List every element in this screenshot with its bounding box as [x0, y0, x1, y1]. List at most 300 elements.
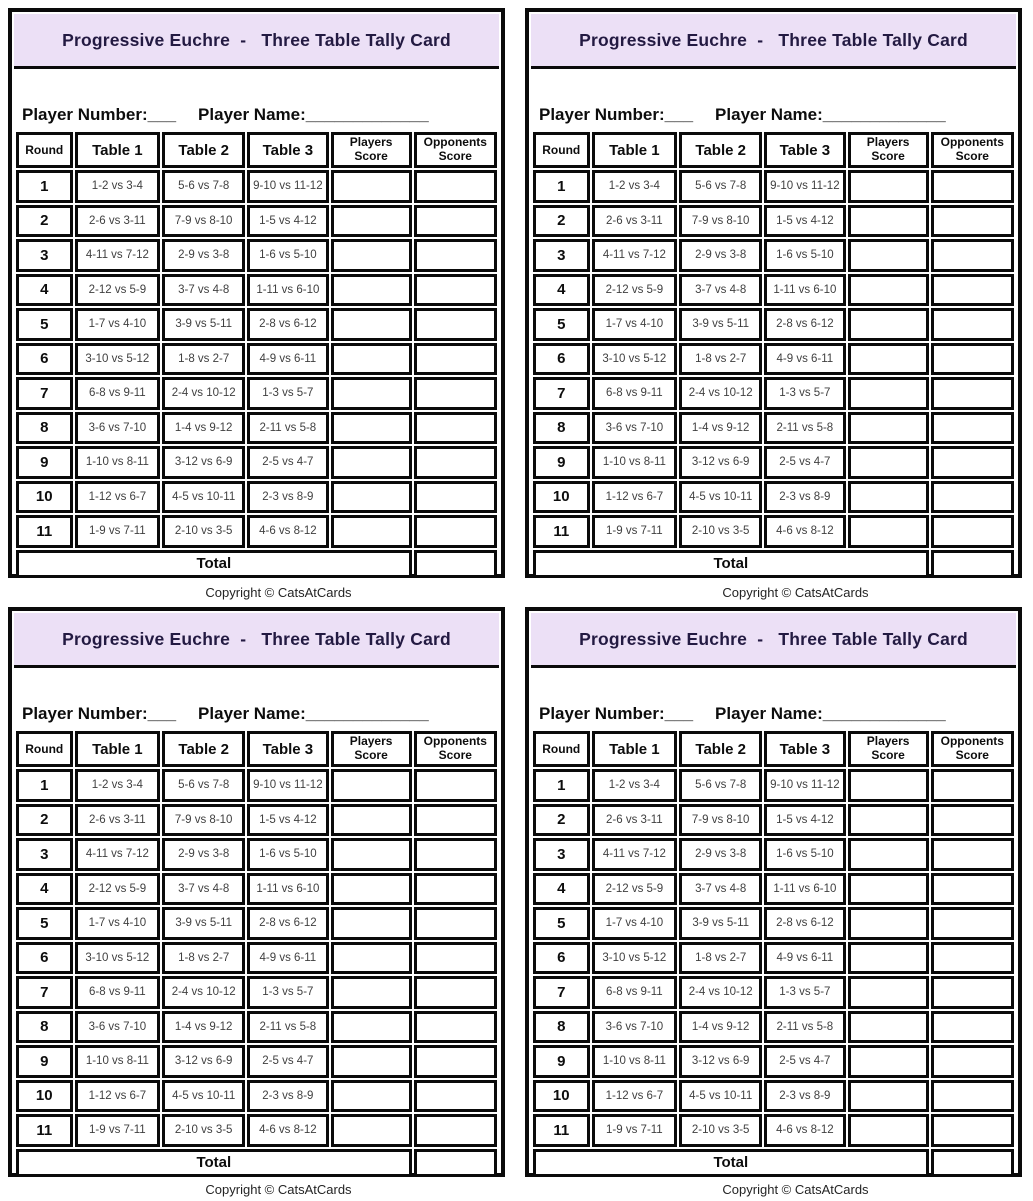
round-number-cell: 11 — [16, 515, 73, 548]
table3-matchup-cell: 1-3 vs 5-7 — [247, 377, 328, 410]
table2-matchup-cell: 3-12 vs 6-9 — [679, 446, 762, 479]
opponents-score-cell — [931, 838, 1014, 871]
round-number-cell: 9 — [533, 446, 590, 479]
round-row — [533, 1045, 1014, 1078]
table3-matchup-cell: 1-5 vs 4-12 — [247, 804, 328, 837]
round-row — [16, 873, 497, 906]
table3-matchup-cell: 1-3 vs 5-7 — [764, 976, 845, 1009]
table3-matchup-cell: 1-6 vs 5-10 — [247, 239, 328, 272]
table2-matchup-cell: 1-4 vs 9-12 — [679, 1011, 762, 1044]
players-score-line1: Players — [866, 734, 910, 749]
opponents-score-cell — [931, 1080, 1014, 1113]
column-header-players-score — [848, 731, 929, 767]
round-number-cell: 1 — [533, 769, 590, 802]
opponents-score-cell — [414, 446, 497, 479]
table1-matchup-cell: 1-9 vs 7-11 — [592, 515, 678, 548]
table1-matchup-cell: 1-2 vs 3-4 — [75, 170, 161, 203]
table3-matchup-cell: 9-10 vs 11-12 — [764, 769, 845, 802]
table2-matchup-cell: 2-9 vs 3-8 — [679, 239, 762, 272]
opponents-score-line2: Score — [955, 149, 989, 163]
players-score-cell — [848, 239, 929, 272]
opponents-score-cell — [931, 446, 1014, 479]
table2-matchup-cell: 3-12 vs 6-9 — [679, 1045, 762, 1078]
player-number-label: Player Number: — [22, 105, 148, 124]
players-score-cell — [848, 515, 929, 548]
table1-matchup-cell: 1-12 vs 6-7 — [592, 1080, 678, 1113]
opponents-score-cell — [931, 769, 1014, 802]
players-score-line2: Score — [354, 149, 388, 163]
players-score-line2: Score — [871, 149, 905, 163]
tally-table — [531, 130, 1016, 580]
column-header-table1: Table 1 — [75, 132, 161, 168]
player-number-blank: ___ — [147, 105, 177, 124]
players-score-cell — [331, 412, 412, 445]
table3-matchup-cell: 1-5 vs 4-12 — [764, 804, 845, 837]
tally-card-unit — [8, 607, 505, 1201]
table2-matchup-cell: 1-8 vs 2-7 — [679, 942, 762, 975]
table1-matchup-cell: 2-12 vs 5-9 — [75, 873, 161, 906]
players-score-line1: Players — [866, 135, 910, 150]
column-header-table2: Table 2 — [162, 731, 245, 767]
round-number-cell: 10 — [16, 481, 73, 514]
table1-matchup-cell: 6-8 vs 9-11 — [75, 976, 161, 1009]
table1-matchup-cell: 4-11 vs 7-12 — [592, 239, 678, 272]
table1-matchup-cell: 1-2 vs 3-4 — [75, 769, 161, 802]
round-number-cell: 10 — [16, 1080, 73, 1113]
table1-matchup-cell: 4-11 vs 7-12 — [75, 838, 161, 871]
round-row — [533, 308, 1014, 341]
round-row — [533, 343, 1014, 376]
round-number-cell: 1 — [16, 769, 73, 802]
table3-matchup-cell: 1-5 vs 4-12 — [247, 205, 328, 238]
table1-matchup-cell: 3-10 vs 5-12 — [592, 942, 678, 975]
round-number-cell: 6 — [533, 343, 590, 376]
opponents-score-cell — [414, 412, 497, 445]
player-number-blank: ___ — [147, 704, 177, 723]
table2-matchup-cell: 1-4 vs 9-12 — [162, 412, 245, 445]
table3-matchup-cell: 1-11 vs 6-10 — [247, 873, 328, 906]
table2-matchup-cell: 7-9 vs 8-10 — [679, 804, 762, 837]
header-row — [533, 132, 1014, 168]
table2-matchup-cell: 3-7 vs 4-8 — [679, 873, 762, 906]
copyright-line: Copyright © CatsAtCards — [205, 1181, 352, 1197]
players-score-cell — [848, 804, 929, 837]
table2-matchup-cell: 7-9 vs 8-10 — [679, 205, 762, 238]
table3-matchup-cell: 2-11 vs 5-8 — [764, 1011, 845, 1044]
header-row — [16, 132, 497, 168]
column-header-opponents-score — [414, 132, 497, 168]
table2-matchup-cell: 7-9 vs 8-10 — [162, 205, 245, 238]
opponents-score-cell — [414, 481, 497, 514]
total-value-cell — [931, 550, 1014, 578]
table3-matchup-cell: 4-6 vs 8-12 — [764, 1114, 845, 1147]
column-header-table3: Table 3 — [764, 132, 845, 168]
table3-matchup-cell: 2-8 vs 6-12 — [247, 907, 328, 940]
table3-matchup-cell: 2-5 vs 4-7 — [247, 1045, 328, 1078]
opponents-score-cell — [414, 838, 497, 871]
round-number-cell: 9 — [16, 1045, 73, 1078]
players-score-cell — [331, 1080, 412, 1113]
round-number-cell: 10 — [533, 1080, 590, 1113]
table3-matchup-cell: 1-6 vs 5-10 — [247, 838, 328, 871]
column-header-players-score — [848, 132, 929, 168]
table2-matchup-cell: 3-12 vs 6-9 — [162, 1045, 245, 1078]
table3-matchup-cell: 2-3 vs 8-9 — [247, 481, 328, 514]
players-score-cell — [848, 907, 929, 940]
round-number-cell: 4 — [16, 873, 73, 906]
column-header-table3: Table 3 — [247, 132, 328, 168]
round-number-cell: 5 — [16, 907, 73, 940]
round-number-cell: 11 — [16, 1114, 73, 1147]
player-name-label: Player Name: — [198, 105, 306, 124]
player-number-blank: ___ — [664, 105, 694, 124]
column-header-players-score — [331, 132, 412, 168]
players-score-line1: Players — [349, 734, 393, 749]
round-row — [533, 170, 1014, 203]
tally-card — [8, 8, 505, 578]
table2-matchup-cell: 3-12 vs 6-9 — [162, 446, 245, 479]
table2-matchup-cell: 3-9 vs 5-11 — [162, 308, 245, 341]
players-score-cell — [331, 377, 412, 410]
table2-matchup-cell: 7-9 vs 8-10 — [162, 804, 245, 837]
opponents-score-cell — [931, 804, 1014, 837]
table3-matchup-cell: 2-5 vs 4-7 — [764, 446, 845, 479]
table2-matchup-cell: 5-6 vs 7-8 — [679, 170, 762, 203]
table3-matchup-cell: 4-9 vs 6-11 — [764, 343, 845, 376]
total-value-cell — [414, 1149, 497, 1177]
round-number-cell: 5 — [533, 308, 590, 341]
round-number-cell: 11 — [533, 515, 590, 548]
round-row — [533, 481, 1014, 514]
player-number-label: Player Number: — [539, 105, 665, 124]
table1-matchup-cell: 1-9 vs 7-11 — [592, 1114, 678, 1147]
opponents-score-cell — [931, 1114, 1014, 1147]
round-row — [16, 515, 497, 548]
round-number-cell: 7 — [533, 377, 590, 410]
total-label: Total — [16, 550, 412, 578]
table3-matchup-cell: 9-10 vs 11-12 — [764, 170, 845, 203]
round-row — [533, 804, 1014, 837]
round-row — [16, 1080, 497, 1113]
table2-matchup-cell: 2-9 vs 3-8 — [162, 239, 245, 272]
table2-matchup-cell: 2-4 vs 10-12 — [679, 377, 762, 410]
table1-matchup-cell: 1-12 vs 6-7 — [75, 481, 161, 514]
player-name-label: Player Name: — [715, 704, 823, 723]
players-score-cell — [848, 1011, 929, 1044]
table1-matchup-cell: 2-12 vs 5-9 — [592, 873, 678, 906]
players-score-cell — [331, 907, 412, 940]
players-score-cell — [848, 377, 929, 410]
player-name-blank: _____________ — [305, 105, 429, 124]
player-name-label: Player Name: — [715, 105, 823, 124]
copyright-line: Copyright © CatsAtCards — [722, 1181, 869, 1197]
round-number-cell: 7 — [533, 976, 590, 1009]
table1-matchup-cell: 1-7 vs 4-10 — [592, 308, 678, 341]
round-number-cell: 4 — [533, 274, 590, 307]
round-number-cell: 3 — [533, 239, 590, 272]
round-row — [533, 205, 1014, 238]
table2-matchup-cell: 3-9 vs 5-11 — [679, 907, 762, 940]
round-number-cell: 7 — [16, 976, 73, 1009]
column-header-table1: Table 1 — [592, 731, 678, 767]
table1-matchup-cell: 2-6 vs 3-11 — [75, 804, 161, 837]
table3-matchup-cell: 4-9 vs 6-11 — [764, 942, 845, 975]
player-name-label: Player Name: — [198, 704, 306, 723]
round-number-cell: 10 — [533, 481, 590, 514]
players-score-cell — [331, 1011, 412, 1044]
opponents-score-cell — [931, 412, 1014, 445]
opponents-score-cell — [931, 343, 1014, 376]
table3-matchup-cell: 2-5 vs 4-7 — [764, 1045, 845, 1078]
players-score-cell — [331, 205, 412, 238]
table1-matchup-cell: 1-2 vs 3-4 — [592, 170, 678, 203]
opponents-score-cell — [931, 481, 1014, 514]
total-row — [533, 1149, 1014, 1177]
round-row — [533, 274, 1014, 307]
table1-matchup-cell: 2-6 vs 3-11 — [592, 804, 678, 837]
round-number-cell: 5 — [16, 308, 73, 341]
players-score-cell — [848, 481, 929, 514]
table3-matchup-cell: 9-10 vs 11-12 — [247, 170, 328, 203]
round-row — [533, 1080, 1014, 1113]
opponents-score-cell — [931, 377, 1014, 410]
table2-matchup-cell: 1-8 vs 2-7 — [679, 343, 762, 376]
table1-matchup-cell: 6-8 vs 9-11 — [75, 377, 161, 410]
table2-matchup-cell: 2-10 vs 3-5 — [679, 515, 762, 548]
table2-matchup-cell: 4-5 vs 10-11 — [162, 481, 245, 514]
table1-matchup-cell: 3-6 vs 7-10 — [592, 1011, 678, 1044]
table1-matchup-cell: 1-7 vs 4-10 — [75, 308, 161, 341]
round-number-cell: 1 — [16, 170, 73, 203]
table3-matchup-cell: 4-9 vs 6-11 — [247, 942, 328, 975]
copyright-line: Copyright © CatsAtCards — [722, 585, 869, 600]
round-row — [533, 412, 1014, 445]
table1-matchup-cell: 3-10 vs 5-12 — [75, 343, 161, 376]
total-value-cell — [931, 1149, 1014, 1177]
table3-matchup-cell: 1-6 vs 5-10 — [764, 838, 845, 871]
opponents-score-line2: Score — [438, 748, 472, 762]
opponents-score-cell — [414, 1011, 497, 1044]
table3-matchup-cell: 2-3 vs 8-9 — [764, 1080, 845, 1113]
opponents-score-line2: Score — [955, 748, 989, 762]
round-row — [533, 1114, 1014, 1147]
opponents-score-cell — [931, 873, 1014, 906]
column-header-opponents-score — [931, 731, 1014, 767]
round-number-cell: 4 — [533, 873, 590, 906]
round-row — [533, 907, 1014, 940]
round-row — [16, 377, 497, 410]
round-number-cell: 8 — [533, 412, 590, 445]
opponents-score-cell — [414, 205, 497, 238]
table1-matchup-cell: 4-11 vs 7-12 — [75, 239, 161, 272]
players-score-cell — [331, 239, 412, 272]
players-score-cell — [331, 976, 412, 1009]
players-score-cell — [331, 942, 412, 975]
opponents-score-cell — [414, 804, 497, 837]
player-info-line — [14, 668, 499, 729]
column-header-players-score — [331, 731, 412, 767]
table1-matchup-cell: 6-8 vs 9-11 — [592, 976, 678, 1009]
round-row — [533, 515, 1014, 548]
table2-matchup-cell: 2-4 vs 10-12 — [162, 976, 245, 1009]
players-score-cell — [848, 873, 929, 906]
round-number-cell: 2 — [533, 205, 590, 238]
round-number-cell: 6 — [16, 343, 73, 376]
round-row — [16, 838, 497, 871]
players-score-cell — [848, 838, 929, 871]
players-score-cell — [331, 481, 412, 514]
total-row — [533, 550, 1014, 578]
players-score-cell — [848, 942, 929, 975]
table1-matchup-cell: 1-7 vs 4-10 — [592, 907, 678, 940]
column-header-table2: Table 2 — [679, 132, 762, 168]
column-header-round: Round — [16, 731, 73, 767]
table2-matchup-cell: 1-4 vs 9-12 — [162, 1011, 245, 1044]
table3-matchup-cell: 1-11 vs 6-10 — [764, 873, 845, 906]
opponents-score-cell — [414, 769, 497, 802]
tally-table — [14, 130, 499, 580]
round-row — [16, 412, 497, 445]
table3-matchup-cell: 4-6 vs 8-12 — [247, 1114, 328, 1147]
players-score-cell — [848, 1080, 929, 1113]
table2-matchup-cell: 2-10 vs 3-5 — [162, 1114, 245, 1147]
card-title: Progressive Euchre - Three Table Tally Card — [579, 29, 968, 50]
table2-matchup-cell: 5-6 vs 7-8 — [679, 769, 762, 802]
players-score-cell — [331, 1045, 412, 1078]
table3-matchup-cell: 2-3 vs 8-9 — [247, 1080, 328, 1113]
table3-matchup-cell: 1-6 vs 5-10 — [764, 239, 845, 272]
players-score-cell — [331, 804, 412, 837]
opponents-score-cell — [414, 343, 497, 376]
players-score-line2: Score — [354, 748, 388, 762]
opponents-score-cell — [931, 1045, 1014, 1078]
table1-matchup-cell: 1-7 vs 4-10 — [75, 907, 161, 940]
table1-matchup-cell: 1-10 vs 8-11 — [75, 446, 161, 479]
copyright-line: Copyright © CatsAtCards — [205, 585, 352, 600]
players-score-cell — [331, 873, 412, 906]
column-header-round: Round — [533, 731, 590, 767]
table1-matchup-cell: 1-9 vs 7-11 — [75, 515, 161, 548]
opponents-score-line1: Opponents — [423, 135, 487, 150]
tally-card — [8, 607, 505, 1177]
table2-matchup-cell: 4-5 vs 10-11 — [679, 1080, 762, 1113]
round-number-cell: 9 — [16, 446, 73, 479]
round-number-cell: 8 — [16, 412, 73, 445]
opponents-score-cell — [414, 942, 497, 975]
table3-matchup-cell: 1-3 vs 5-7 — [247, 976, 328, 1009]
table2-matchup-cell: 2-10 vs 3-5 — [679, 1114, 762, 1147]
table2-matchup-cell: 2-9 vs 3-8 — [162, 838, 245, 871]
table3-matchup-cell: 9-10 vs 11-12 — [247, 769, 328, 802]
players-score-cell — [848, 170, 929, 203]
total-row — [16, 1149, 497, 1177]
tally-card-unit — [525, 607, 1022, 1201]
header-row — [533, 731, 1014, 767]
round-row — [16, 239, 497, 272]
column-header-table3: Table 3 — [764, 731, 845, 767]
table2-matchup-cell: 3-9 vs 5-11 — [679, 308, 762, 341]
player-info-line — [531, 668, 1016, 729]
round-number-cell: 6 — [533, 942, 590, 975]
column-header-table2: Table 2 — [679, 731, 762, 767]
player-name-blank: _____________ — [305, 704, 429, 723]
round-row — [16, 1045, 497, 1078]
card-title: Progressive Euchre - Three Table Tally Card — [579, 628, 968, 649]
round-number-cell: 3 — [533, 838, 590, 871]
table1-matchup-cell: 3-10 vs 5-12 — [592, 343, 678, 376]
table3-matchup-cell: 2-8 vs 6-12 — [247, 308, 328, 341]
column-header-round: Round — [533, 132, 590, 168]
players-score-cell — [331, 838, 412, 871]
round-row — [533, 942, 1014, 975]
table3-matchup-cell: 1-5 vs 4-12 — [764, 205, 845, 238]
table2-matchup-cell: 4-5 vs 10-11 — [162, 1080, 245, 1113]
table2-matchup-cell: 3-7 vs 4-8 — [162, 873, 245, 906]
opponents-score-cell — [414, 1045, 497, 1078]
round-number-cell: 2 — [533, 804, 590, 837]
round-row — [16, 343, 497, 376]
column-header-round: Round — [16, 132, 73, 168]
round-number-cell: 11 — [533, 1114, 590, 1147]
opponents-score-cell — [414, 907, 497, 940]
opponents-score-cell — [931, 907, 1014, 940]
column-header-table3: Table 3 — [247, 731, 328, 767]
column-header-table1: Table 1 — [592, 132, 678, 168]
opponents-score-line1: Opponents — [940, 135, 1004, 150]
table1-matchup-cell: 2-12 vs 5-9 — [75, 274, 161, 307]
opponents-score-cell — [931, 942, 1014, 975]
players-score-cell — [848, 1045, 929, 1078]
column-header-table1: Table 1 — [75, 731, 161, 767]
opponents-score-cell — [931, 239, 1014, 272]
table1-matchup-cell: 3-6 vs 7-10 — [75, 1011, 161, 1044]
players-score-cell — [848, 1114, 929, 1147]
players-score-cell — [848, 769, 929, 802]
round-number-cell: 1 — [533, 170, 590, 203]
round-row — [16, 274, 497, 307]
total-row — [16, 550, 497, 578]
total-label: Total — [533, 1149, 929, 1177]
players-score-cell — [331, 170, 412, 203]
round-row — [533, 769, 1014, 802]
table1-matchup-cell: 2-6 vs 3-11 — [75, 205, 161, 238]
players-score-cell — [848, 343, 929, 376]
tally-card — [525, 8, 1022, 578]
table3-matchup-cell: 2-3 vs 8-9 — [764, 481, 845, 514]
round-number-cell: 3 — [16, 838, 73, 871]
round-number-cell: 9 — [533, 1045, 590, 1078]
table2-matchup-cell: 3-7 vs 4-8 — [679, 274, 762, 307]
tally-card-unit — [525, 8, 1022, 607]
round-row — [533, 838, 1014, 871]
player-info-line — [531, 69, 1016, 130]
player-info-line — [14, 69, 499, 130]
opponents-score-cell — [414, 1114, 497, 1147]
table2-matchup-cell: 4-5 vs 10-11 — [679, 481, 762, 514]
table2-matchup-cell: 3-7 vs 4-8 — [162, 274, 245, 307]
table1-matchup-cell: 1-2 vs 3-4 — [592, 769, 678, 802]
table2-matchup-cell: 2-4 vs 10-12 — [679, 976, 762, 1009]
opponents-score-cell — [414, 170, 497, 203]
round-number-cell: 4 — [16, 274, 73, 307]
table3-matchup-cell: 2-11 vs 5-8 — [764, 412, 845, 445]
round-row — [533, 976, 1014, 1009]
players-score-cell — [848, 205, 929, 238]
table3-matchup-cell: 1-3 vs 5-7 — [764, 377, 845, 410]
table2-matchup-cell: 5-6 vs 7-8 — [162, 170, 245, 203]
round-row — [16, 907, 497, 940]
table3-matchup-cell: 2-5 vs 4-7 — [247, 446, 328, 479]
